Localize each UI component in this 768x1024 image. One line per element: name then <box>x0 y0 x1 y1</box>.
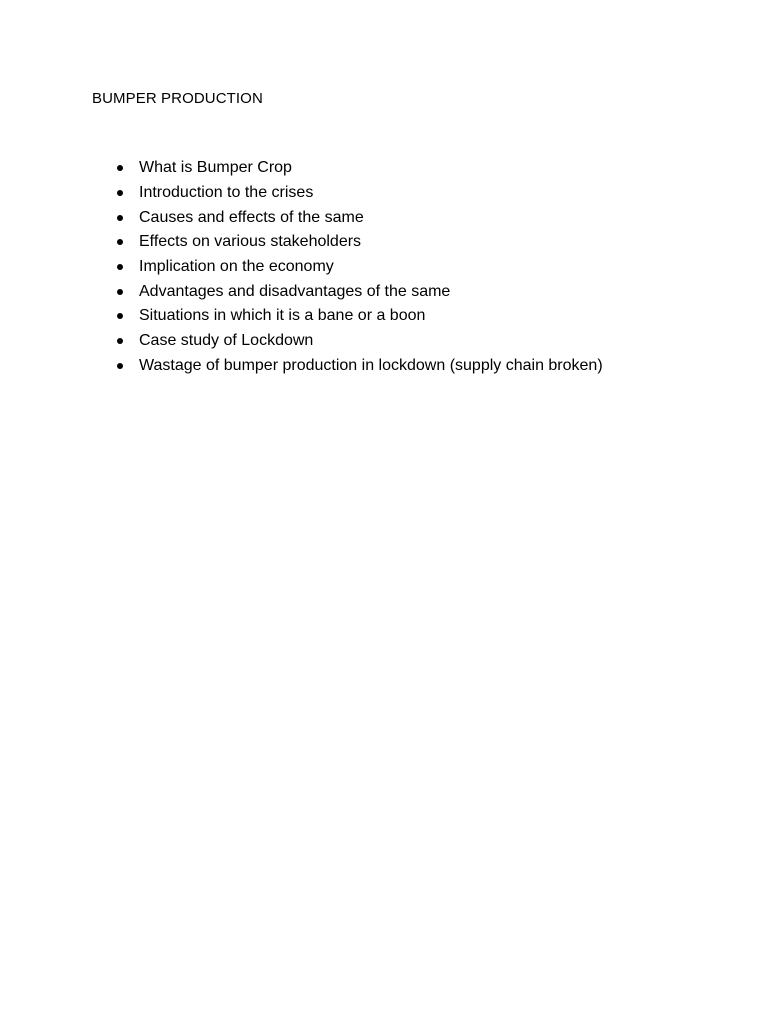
bullet-icon <box>117 239 123 245</box>
bullet-item <box>114 255 603 280</box>
bullet-item <box>114 354 603 379</box>
bullet-item <box>114 205 603 230</box>
bullet-text: Wastage of bumper production in lockdown (supply chain broken) <box>139 356 603 374</box>
bullet-text: Introduction to the crises <box>139 184 314 202</box>
bullet-icon <box>117 313 123 319</box>
document-title: BUMPER PRODUCTION <box>92 90 263 107</box>
bullet-item <box>114 181 603 206</box>
bullet-item <box>114 230 603 255</box>
bullet-text: Situations in which it is a bane or a boon <box>139 307 426 325</box>
bullet-icon <box>117 338 123 344</box>
bullet-item <box>114 304 603 329</box>
bullet-icon <box>117 190 123 196</box>
bullet-icon <box>117 215 123 221</box>
bullet-icon <box>117 264 123 270</box>
bullet-icon <box>117 165 123 171</box>
bullet-text: Causes and effects of the same <box>139 208 364 226</box>
topic-bullet-list <box>114 156 603 378</box>
bullet-text: Implication on the economy <box>139 258 334 276</box>
bullet-item <box>114 329 603 354</box>
bullet-text: Case study of Lockdown <box>139 332 314 350</box>
bullet-text: What is Bumper Crop <box>139 159 292 177</box>
bullet-item <box>114 279 603 304</box>
bullet-text: Advantages and disadvantages of the same <box>139 282 451 300</box>
bullet-item <box>114 156 603 181</box>
bullet-text: Effects on various stakeholders <box>139 233 362 251</box>
bullet-icon <box>117 289 123 295</box>
bullet-icon <box>117 363 123 369</box>
